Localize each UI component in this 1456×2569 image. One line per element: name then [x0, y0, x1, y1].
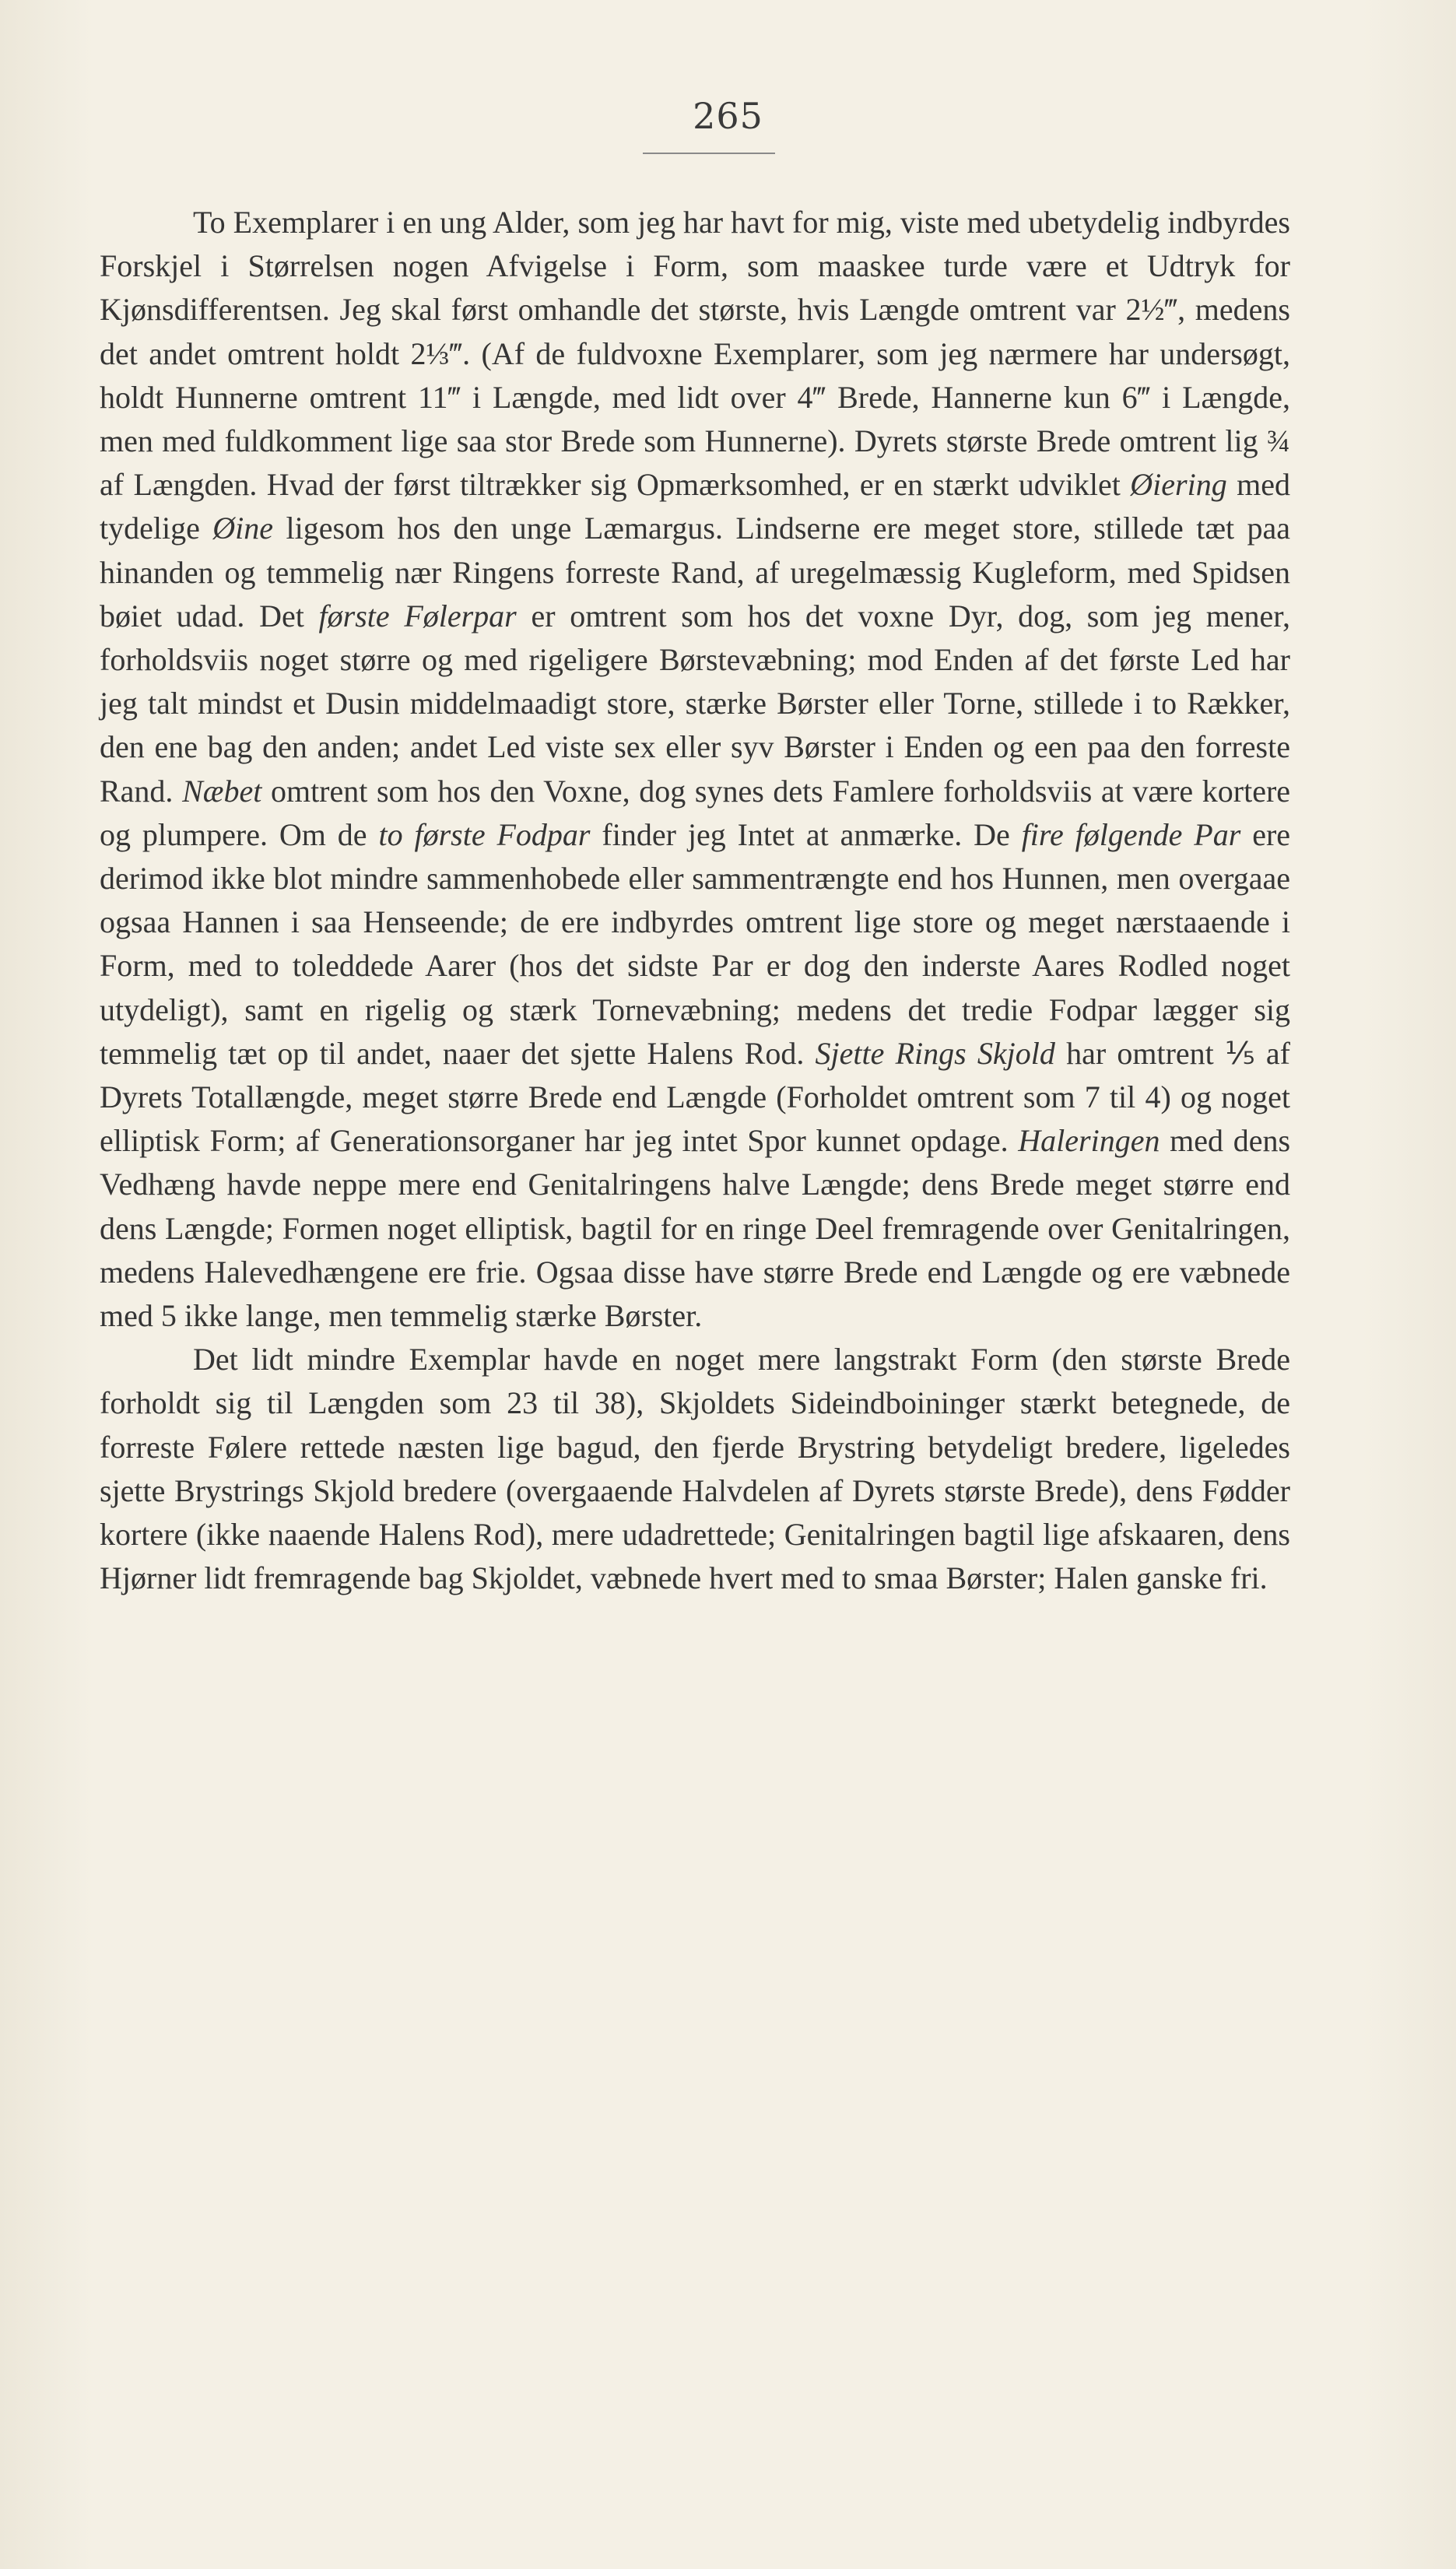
paragraph-1-part-6: omtrent som hos den Voxne, dog synes dets Famlere forholdsviis at være kortere og plumpere. Om de	[100, 773, 1291, 852]
paragraph-1-part-4: ligesom hos den unge Læmargus. Lindserne ere meget store, stillede tæt paa hinanden og temmelig nær Ringens forreste Rand, af uregelmæssig Kugleform, med Spidsen bøiet udad. Det	[100, 511, 1291, 633]
term-haleringen: Haleringen	[1018, 1123, 1160, 1159]
paragraph-1-part-3: med tydelige	[100, 467, 1291, 546]
term-fire-folgende-par: fire følgende Par	[1021, 816, 1241, 852]
paragraph-1-part-5: er omtrent som hos det voxne Dyr, dog, som jeg mener, forholdsviis noget større og med rigeligere Børstevæbning; mod Enden af det første Led har jeg talt mindst et Dusin middelmaadigt store, stærke Børster eller Torne, stillede i to Rækker, den ene bag den anden; andet Led viste sex eller syv Børster i Enden og een paa den forreste Rand.	[100, 598, 1291, 809]
paragraph-1-part-7: finder jeg Intet at anmærke. De	[602, 816, 1010, 852]
term-sjette-rings-skjold: Sjette Rings Skjold	[815, 1035, 1055, 1071]
paragraph-1-part-10: med dens Vedhæng havde neppe mere end Genitalringens halve Længde; dens Brede meget større end dens Længde; Formen noget elliptisk, bagtil for en ringe Deel fremragende over Genitalringen, medens Halevedhængene ere frie. Ogsaa disse have større Brede end Længde og ere væbnede med 5 ikke lange, men temmelig stærke Børster.	[100, 1123, 1291, 1334]
paragraph-1	[100, 201, 1290, 1338]
paragraph-1-part-8: ere derimod ikke blot mindre sammenhobede eller sammentrængte end hos Hunnen, men overgaae ogsaa Hannen i saa Henseende; de ere indbyrdes omtrent lige store og meget nærstaaende i Form, med to toleddede Aarer (hos det sidste Par er dog den inderste Aares Rodled noget utydeligt), samt en rigelig og stærk Tornevæbning; medens det tredie Fodpar lægger sig temmelig tæt op til andet, naaer det sjette Halens Rod.	[100, 816, 1291, 1071]
page-number: 265	[693, 95, 763, 137]
body-text	[100, 201, 1290, 1601]
term-oiering: Øiering	[1130, 467, 1227, 503]
paragraph-2: Det lidt mindre Exemplar havde en noget mere langstrakt Form (den største Brede forholdt sig til Længden som 23 til 38), Skjoldets Sideindboininger stærkt betegnede, de forreste Følere rettede næsten lige bagud, den fjerde Brystring betydeligt bredere, ligeledes sjette Brystrings Skjold bredere (overgaaende Halvdelen af Dyrets største Brede), dens Fødder kortere (ikke naaende Halens Rod), mere udadrettede; Genitalringen bagtil lige afskaaren, dens Hjørner lidt fremragende bag Skjoldet, væbnede hvert med to smaa Børster; Halen ganske fri.	[100, 1342, 1290, 1596]
paragraph-1-part-2: Dyrets største Brede omtrent lig ¾ af Længden. Hvad der først tiltrækker sig Opmærksomhed, er en stærkt udviklet	[100, 423, 1290, 503]
term-to-forste-fodpar: to første Fodpar	[378, 816, 591, 852]
term-naebet: Næbet	[182, 773, 262, 809]
term-oine: Øine	[212, 511, 274, 546]
page-number-rule	[643, 153, 775, 154]
paragraph-1-part-1: To Exemplarer i en ung Alder, som jeg har havt for mig, viste med ubetydelig indbyrdes Forskjel i Størrelsen nogen Afvigelse i Form, som maaskee turde være et Udtryk for Kjønsdifferentsen. Jeg skal først omhandle det største, hvis Længde omtrent var 2½‴, medens det andet omtrent holdt 2⅓‴. (Af de fuldvoxne Exemplarer, som jeg nærmere har undersøgt, holdt Hunnerne omtrent 11‴ i Længde, med lidt over 4‴ Brede, Hannerne kun 6‴ i Længde, men med fuldkomment lige saa stor Brede som Hunnerne).	[100, 205, 1290, 459]
term-forste-folerpar: første Følerpar	[318, 598, 517, 633]
paragraph-1-part-9: har omtrent ⅕ af Dyrets Totallængde, meget større Brede end Længde (Forholdet omtrent som 7 til 4) og noget elliptisk Form; af Generationsorganer har jeg intet Spor kunnet opdage.	[100, 1035, 1290, 1159]
